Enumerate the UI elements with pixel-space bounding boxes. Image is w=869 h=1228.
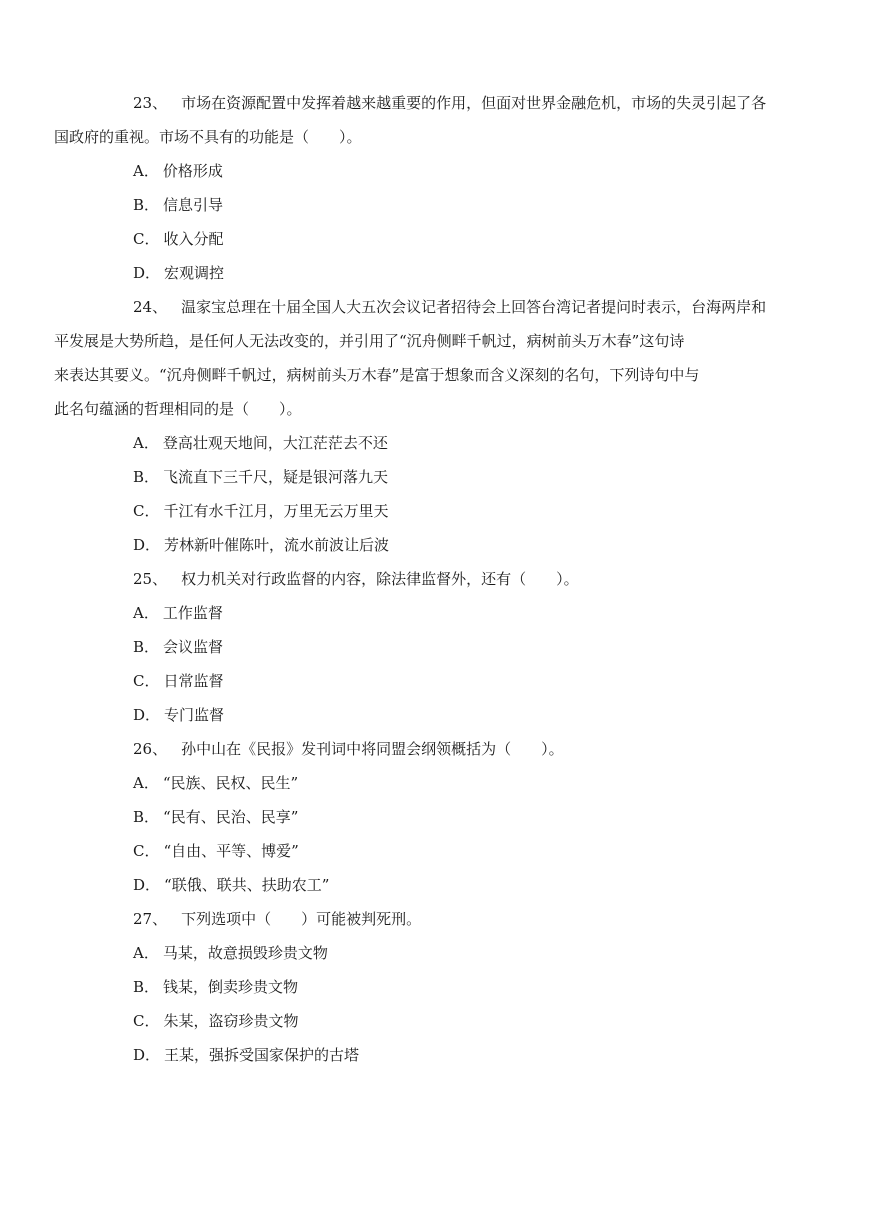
- stem-line-first: [133, 86, 783, 120]
- option-letter: C．: [133, 502, 160, 520]
- option-a: [133, 426, 783, 460]
- option-text: 钱某，倒卖珍贵文物: [163, 978, 299, 996]
- option-letter: B．: [133, 196, 160, 214]
- question-stem: [54, 86, 783, 154]
- question-list: [54, 86, 783, 1072]
- stem-text: 市场在资源配置中发挥着越来越重要的作用，但面对世界金融危机，市场的失灵引起了各: [181, 94, 767, 112]
- option-letter: A．: [133, 944, 159, 962]
- option-b: [133, 188, 783, 222]
- question-number: 25、: [133, 570, 168, 588]
- option-b: [133, 800, 783, 834]
- option-letter: D．: [133, 876, 161, 894]
- stem-line-first: [133, 732, 783, 766]
- option-letter: D．: [133, 1046, 161, 1064]
- question-26: [133, 732, 783, 902]
- option-letter: D．: [133, 264, 161, 282]
- option-c: [133, 222, 783, 256]
- stem-line-first: [133, 290, 783, 324]
- option-c: [133, 834, 783, 868]
- option-d: [133, 256, 783, 290]
- option-a: [133, 936, 783, 970]
- option-d: [133, 868, 783, 902]
- stem-line-first: [133, 562, 783, 596]
- option-text: “民族、民权、民生”: [162, 774, 299, 792]
- question-number: 23、: [133, 94, 168, 112]
- question-stem: [133, 732, 783, 766]
- option-a: [133, 154, 783, 188]
- option-letter: A．: [133, 604, 159, 622]
- option-letter: C．: [133, 842, 160, 860]
- option-text: 马某，故意损毁珍贵文物: [162, 944, 328, 962]
- question-number: 27、: [133, 910, 168, 928]
- option-letter: C．: [133, 1012, 160, 1030]
- option-text: 收入分配: [163, 230, 224, 248]
- option-a: [133, 596, 783, 630]
- option-text: “联俄、联共、扶助农工”: [164, 876, 330, 894]
- option-text: 会议监督: [163, 638, 224, 656]
- question-number: 24、: [133, 298, 168, 316]
- option-d: [133, 528, 783, 562]
- option-text: “自由、平等、博爱”: [163, 842, 299, 860]
- option-letter: B．: [133, 638, 160, 656]
- question-27: [133, 902, 783, 1072]
- option-text: 日常监督: [163, 672, 224, 690]
- option-text: 王某，强拆受国家保护的古塔: [164, 1046, 360, 1064]
- option-text: 芳林新叶催陈叶，流水前波让后波: [164, 536, 390, 554]
- option-text: 专门监督: [164, 706, 225, 724]
- stem-text: 温家宝总理在十届全国人大五次会议记者招待会上回答台湾记者提问时表示，台海两岸和: [181, 298, 767, 316]
- option-b: [133, 630, 783, 664]
- stem-line: 来表达其要义。“沉舟侧畔千帆过，病树前头万木春”是富于想象而含义深刻的名句，下列诗句中与: [54, 366, 700, 384]
- question-number: 26、: [133, 740, 168, 758]
- option-d: [133, 698, 783, 732]
- option-b: [133, 970, 783, 1004]
- stem-line: 平发展是大势所趋，是任何人无法改变的，并引用了“沉舟侧畔千帆过，病树前头万木春”这句诗: [54, 332, 685, 350]
- question-24: [54, 290, 783, 562]
- question-23: [54, 86, 783, 290]
- option-text: 朱某，盗窃珍贵文物: [163, 1012, 299, 1030]
- question-stem: [54, 290, 783, 426]
- question-25: [133, 562, 783, 732]
- option-c: [133, 664, 783, 698]
- option-c: [133, 1004, 783, 1038]
- question-stem: [133, 902, 783, 936]
- option-letter: C．: [133, 230, 160, 248]
- option-text: 登高壮观天地间，大江茫茫去不还: [162, 434, 388, 452]
- option-d: [133, 1038, 783, 1072]
- option-text: 宏观调控: [164, 264, 225, 282]
- stem-line: 此名句蕴涵的哲理相同的是（ ）。: [54, 400, 302, 418]
- option-letter: A．: [133, 434, 159, 452]
- option-text: “民有、民治、民享”: [163, 808, 299, 826]
- option-text: 价格形成: [162, 162, 223, 180]
- option-letter: B．: [133, 808, 160, 826]
- option-letter: A．: [133, 162, 159, 180]
- option-c: [133, 494, 783, 528]
- option-a: [133, 766, 783, 800]
- option-letter: D．: [133, 706, 161, 724]
- option-text: 工作监督: [162, 604, 223, 622]
- stem-line: 国政府的重视。市场不具有的功能是（ ）。: [54, 128, 362, 146]
- option-text: 飞流直下三千尺，疑是银河落九天: [163, 468, 389, 486]
- option-letter: A．: [133, 774, 159, 792]
- option-letter: B．: [133, 468, 160, 486]
- stem-text: 下列选项中（ ）可能被判死刑。: [181, 910, 422, 928]
- stem-text: 权力机关对行政监督的内容，除法律监督外，还有（ ）。: [181, 570, 579, 588]
- stem-text: 孙中山在《民报》发刊词中将同盟会纲领概括为（ ）。: [181, 740, 564, 758]
- question-stem: [133, 562, 783, 596]
- option-text: 信息引导: [163, 196, 224, 214]
- option-letter: B．: [133, 978, 160, 996]
- option-letter: C．: [133, 672, 160, 690]
- stem-line-first: [133, 902, 783, 936]
- option-b: [133, 460, 783, 494]
- option-text: 千江有水千江月，万里无云万里天: [163, 502, 389, 520]
- option-letter: D．: [133, 536, 161, 554]
